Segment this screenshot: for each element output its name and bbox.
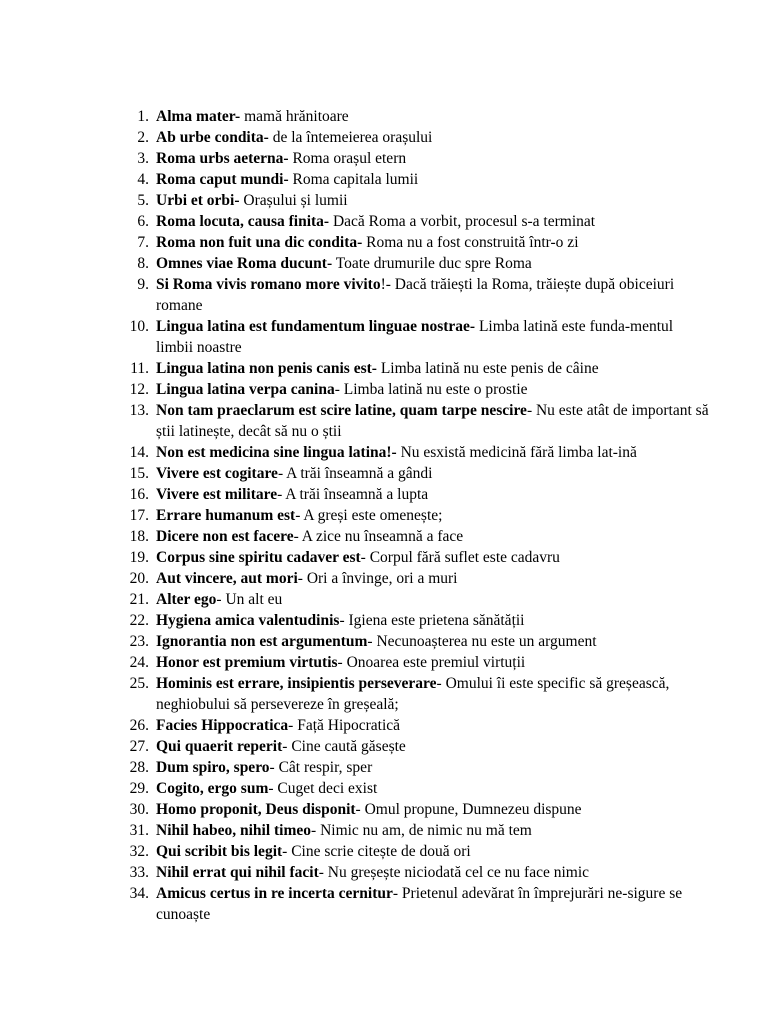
item-number: 18. <box>129 528 149 545</box>
item-number: 10. <box>129 318 149 335</box>
item-number: 14. <box>129 444 149 461</box>
latin-term: Qui scribit bis legit <box>156 843 283 860</box>
romanian-translation: de la întemeierea orașului <box>268 129 433 146</box>
list-item <box>0 883 768 925</box>
latin-term: Hygiena amica valentudinis <box>156 612 340 629</box>
item-number: 22. <box>129 612 149 629</box>
list-item <box>0 232 768 253</box>
list-item <box>0 484 768 505</box>
romanian-translation: Nu esxistă medicină fără limba lat-ină <box>396 444 637 461</box>
latin-term: Errare humanum est <box>156 507 296 524</box>
latin-term: Dicere non est facere <box>156 528 294 545</box>
romanian-translation: Orașului și lumii <box>239 192 348 209</box>
list-item <box>0 778 768 799</box>
list-item <box>0 526 768 547</box>
latin-term: Vivere est cogitare <box>156 465 278 482</box>
romanian-translation: - Nu este atât de important să știi latinește, decât să nu o știi <box>156 402 709 440</box>
list-item <box>0 568 768 589</box>
latin-term: Si Roma vivis romano more vivito <box>156 276 381 293</box>
list-item <box>0 253 768 274</box>
item-number: 21. <box>129 591 149 608</box>
latin-term: Alter ego <box>156 591 217 608</box>
list-item <box>0 736 768 757</box>
list-item <box>0 547 768 568</box>
item-number: 15. <box>129 465 149 482</box>
item-number: 1. <box>137 108 149 125</box>
list-item <box>0 190 768 211</box>
item-number: 17. <box>129 507 149 524</box>
romanian-translation: Toate drumurile duc spre Roma <box>332 255 532 272</box>
item-number: 2. <box>137 129 149 146</box>
item-number: 4. <box>137 171 149 188</box>
latin-term: Cogito, ergo sum <box>156 780 269 797</box>
list-item <box>0 841 768 862</box>
latin-term: Qui quaerit reperit <box>156 738 283 755</box>
item-number: 31. <box>129 822 149 839</box>
list-item <box>0 106 768 127</box>
latin-term: Lingua latina est fundamentum linguae nostrae- <box>156 318 476 335</box>
romanian-translation: !- Dacă trăiești la Roma, trăiește după obiceiuri romane <box>156 276 675 314</box>
romanian-translation: - Corpul fără suflet este cadavru <box>360 549 560 566</box>
romanian-translation: - Ori a învinge, ori a muri <box>297 570 458 587</box>
list-item <box>0 148 768 169</box>
list-item <box>0 862 768 883</box>
item-number: 7. <box>137 234 149 251</box>
romanian-translation: Roma nu a fost construită într-o zi <box>362 234 579 251</box>
item-number: 33. <box>129 864 149 881</box>
latin-term: Nihil habeo, nihil timeo <box>156 822 312 839</box>
list-item <box>0 820 768 841</box>
romanian-translation: Roma orașul etern <box>288 150 407 167</box>
item-number: 9. <box>137 276 149 293</box>
romanian-translation: - Onoarea este premiul virtuții <box>337 654 526 671</box>
latin-term: Omnes viae Roma ducunt- <box>156 255 333 272</box>
romanian-translation: mamă hrănitoare <box>240 108 349 125</box>
latin-term: Homo proponit, Deus disponit <box>156 801 356 818</box>
romanian-translation: Limba latină nu este penis de câine <box>376 360 599 377</box>
item-number: 25. <box>129 675 149 692</box>
romanian-translation: - Cine caută găsește <box>282 738 406 755</box>
latin-term: Urbi et orbi- <box>156 192 240 209</box>
romanian-translation: - A greși este omenește; <box>295 507 443 524</box>
list-item <box>0 400 768 442</box>
list-item <box>0 358 768 379</box>
item-number: 24. <box>129 654 149 671</box>
item-number: 28. <box>129 759 149 776</box>
latin-term: Corpus sine spiritu cadaver est <box>156 549 361 566</box>
romanian-translation: - A zice nu înseamnă a face <box>293 528 464 545</box>
latin-term: Amicus certus in re incerta cernitur <box>156 885 393 902</box>
latin-term: Dum spiro, spero <box>156 759 270 776</box>
item-number: 8. <box>137 255 149 272</box>
item-number: 13. <box>129 402 149 419</box>
latin-term: Lingua latina non penis canis est- <box>156 360 377 377</box>
latin-term: Ab urbe condita- <box>156 129 269 146</box>
romanian-translation: - Față Hipocratică <box>288 717 401 734</box>
list-item <box>0 169 768 190</box>
item-number: 5. <box>137 192 149 209</box>
item-number: 6. <box>137 213 149 230</box>
list-item <box>0 505 768 526</box>
item-number: 12. <box>129 381 149 398</box>
latin-term: Roma locuta, causa finita- <box>156 213 330 230</box>
romanian-translation: - Cuget deci exist <box>268 780 378 797</box>
romanian-translation: - A trăi înseamnă a gândi <box>277 465 433 482</box>
item-number: 16. <box>129 486 149 503</box>
romanian-translation: Limba latină este funda-mentul limbii noastre <box>156 318 674 356</box>
item-number: 27. <box>129 738 149 755</box>
latin-term: Nihil errat qui nihil facit <box>156 864 319 881</box>
romanian-translation: - Un alt eu <box>216 591 283 608</box>
romanian-translation: - Cât respir, sper <box>269 759 373 776</box>
romanian-translation: - Limba latină nu este o prostie <box>334 381 528 398</box>
list-item <box>0 127 768 148</box>
list-item <box>0 631 768 652</box>
latin-term: Honor est premium virtutis <box>156 654 338 671</box>
romanian-translation: - Omul propune, Dumnezeu dispune <box>355 801 582 818</box>
item-number: 32. <box>129 843 149 860</box>
list-item <box>0 274 768 316</box>
item-number: 30. <box>129 801 149 818</box>
romanian-translation: - A trăi înseamnă a lupta <box>277 486 429 503</box>
item-number: 20. <box>129 570 149 587</box>
list-item <box>0 757 768 778</box>
list-item <box>0 673 768 715</box>
list-item <box>0 379 768 400</box>
latin-term: Lingua latina verpa canina <box>156 381 335 398</box>
item-number: 19. <box>129 549 149 566</box>
item-number: 29. <box>129 780 149 797</box>
item-number: 23. <box>129 633 149 650</box>
list-item <box>0 610 768 631</box>
latin-term: Roma urbs aeterna- <box>156 150 289 167</box>
list-item <box>0 589 768 610</box>
latin-term: Non tam praeclarum est scire latine, quam tarpe nescire <box>156 402 527 419</box>
list-item <box>0 652 768 673</box>
list-item <box>0 442 768 463</box>
romanian-translation: - Nu greșește niciodată cel ce nu face nimic <box>318 864 590 881</box>
romanian-translation: - Omului îi este specific să greșească, neghiobului să persevereze în greșeală; <box>156 675 670 713</box>
romanian-translation: Roma capitala lumii <box>288 171 419 188</box>
list-item <box>0 316 768 358</box>
latin-phrases-list <box>0 106 768 925</box>
latin-term: Roma non fuit una dic condita- <box>156 234 363 251</box>
latin-term: Alma mater- <box>156 108 241 125</box>
latin-term: Roma caput mundi- <box>156 171 289 188</box>
romanian-translation: Dacă Roma a vorbit, procesul s-a terminat <box>329 213 596 230</box>
item-number: 26. <box>129 717 149 734</box>
latin-term: Facies Hippocratica <box>156 717 289 734</box>
romanian-translation: - Nimic nu am, de nimic nu mă tem <box>311 822 532 839</box>
latin-term: Ignorantia non est argumentum <box>156 633 368 650</box>
romanian-translation: - Necunoașterea nu este un argument <box>367 633 597 650</box>
romanian-translation: - Cine scrie citește de două ori <box>282 843 471 860</box>
latin-term: Vivere est militare <box>156 486 278 503</box>
item-number: 34. <box>129 885 149 902</box>
romanian-translation: - Prietenul adevărat în împrejurări ne-sigure se cunoaște <box>156 885 683 923</box>
item-number: 11. <box>130 360 149 377</box>
item-number: 3. <box>137 150 149 167</box>
romanian-translation: - Igiena este prietena sănătății <box>339 612 525 629</box>
list-item <box>0 715 768 736</box>
list-item <box>0 211 768 232</box>
list-item <box>0 799 768 820</box>
latin-term: Non est medicina sine lingua latina!- <box>156 444 397 461</box>
list-item <box>0 463 768 484</box>
latin-term: Aut vincere, aut mori <box>156 570 298 587</box>
latin-term: Hominis est errare, insipientis perseverare <box>156 675 437 692</box>
